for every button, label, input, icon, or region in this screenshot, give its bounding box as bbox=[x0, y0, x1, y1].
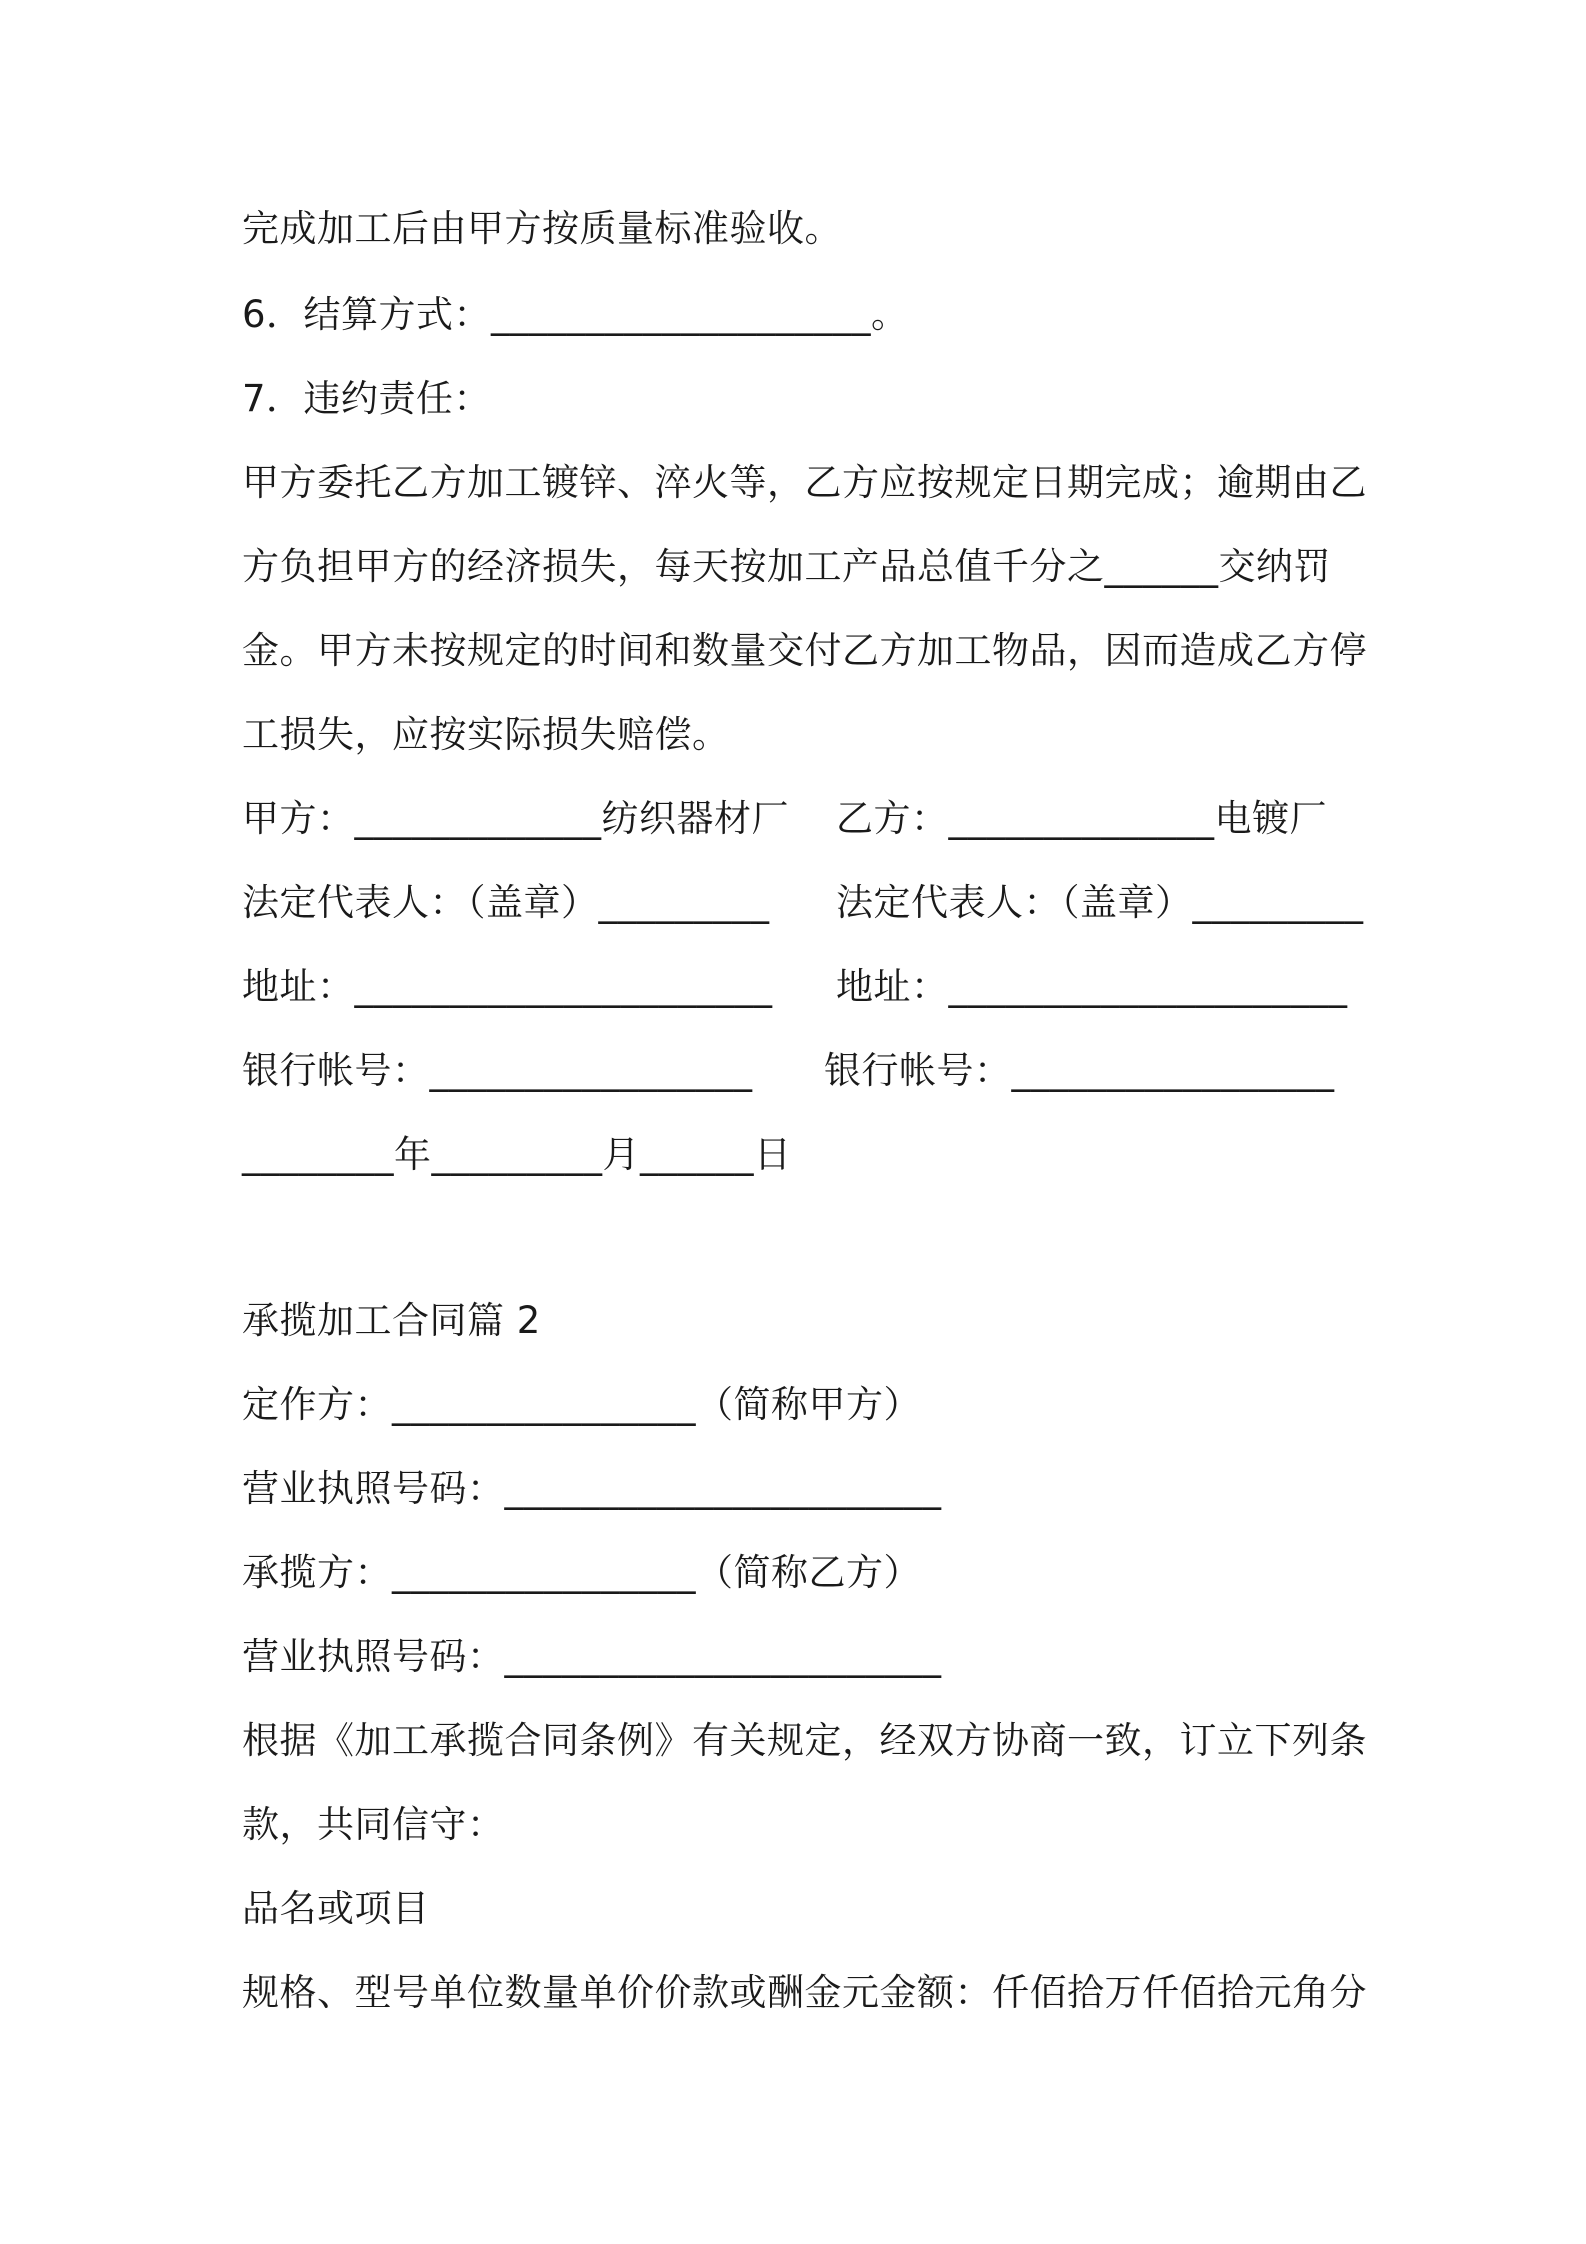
party-a-address: 地址：______________________ bbox=[242, 965, 773, 1008]
party-b-name: 乙方：______________电镀厂 bbox=[836, 797, 1327, 840]
contractor-party: 承揽方：________________（简称乙方） bbox=[242, 1551, 921, 1594]
acceptance-clause: 完成加工后由甲方按质量标准验收。 bbox=[242, 207, 842, 250]
section-2-title: 承揽加工合同篇 2 bbox=[242, 1299, 541, 1342]
party-b-bank-account: 银行帐号：_________________ bbox=[824, 1049, 1335, 1092]
item-heading: 品名或项目 bbox=[242, 1887, 430, 1930]
spec-line: 规格、型号单位数量单价价款或酬金元金额：仟佰拾万仟佰拾元角分 bbox=[242, 1971, 1367, 2014]
customer-license: 营业执照号码：_______________________ bbox=[242, 1467, 942, 1510]
party-a-bank-account: 银行帐号：_________________ bbox=[242, 1049, 753, 1092]
party-b-address: 地址：_____________________ bbox=[836, 965, 1348, 1008]
contract-basis-line-2: 款，共同信守： bbox=[242, 1803, 505, 1846]
breach-text-line-2: 方负担甲方的经济损失，每天按加工产品总值千分之______交纳罚 bbox=[242, 545, 1331, 588]
breach-heading: 7．违约责任： bbox=[242, 377, 492, 420]
breach-text-line-1: 甲方委托乙方加工镀锌、淬火等，乙方应按规定日期完成；逾期由乙 bbox=[242, 461, 1367, 504]
party-a-name: 甲方：_____________纺织器材厂 bbox=[242, 797, 789, 840]
party-a-representative: 法定代表人：（盖章）_________ bbox=[242, 881, 770, 924]
signing-date: ________年_________月______日 bbox=[242, 1133, 792, 1176]
contract-basis-line-1: 根据《加工承揽合同条例》有关规定，经双方协商一致，订立下列条 bbox=[242, 1719, 1367, 1762]
contractor-license: 营业执照号码：_______________________ bbox=[242, 1635, 942, 1678]
party-b-representative: 法定代表人：（盖章）_________ bbox=[836, 881, 1364, 924]
settlement-method: 6．结算方式：____________________。 bbox=[242, 293, 909, 336]
breach-text-line-4: 工损失，应按实际损失赔偿。 bbox=[242, 713, 730, 756]
breach-text-line-3: 金。甲方未按规定的时间和数量交付乙方加工物品，因而造成乙方停 bbox=[242, 629, 1367, 672]
customer-party: 定作方：________________（简称甲方） bbox=[242, 1383, 921, 1426]
